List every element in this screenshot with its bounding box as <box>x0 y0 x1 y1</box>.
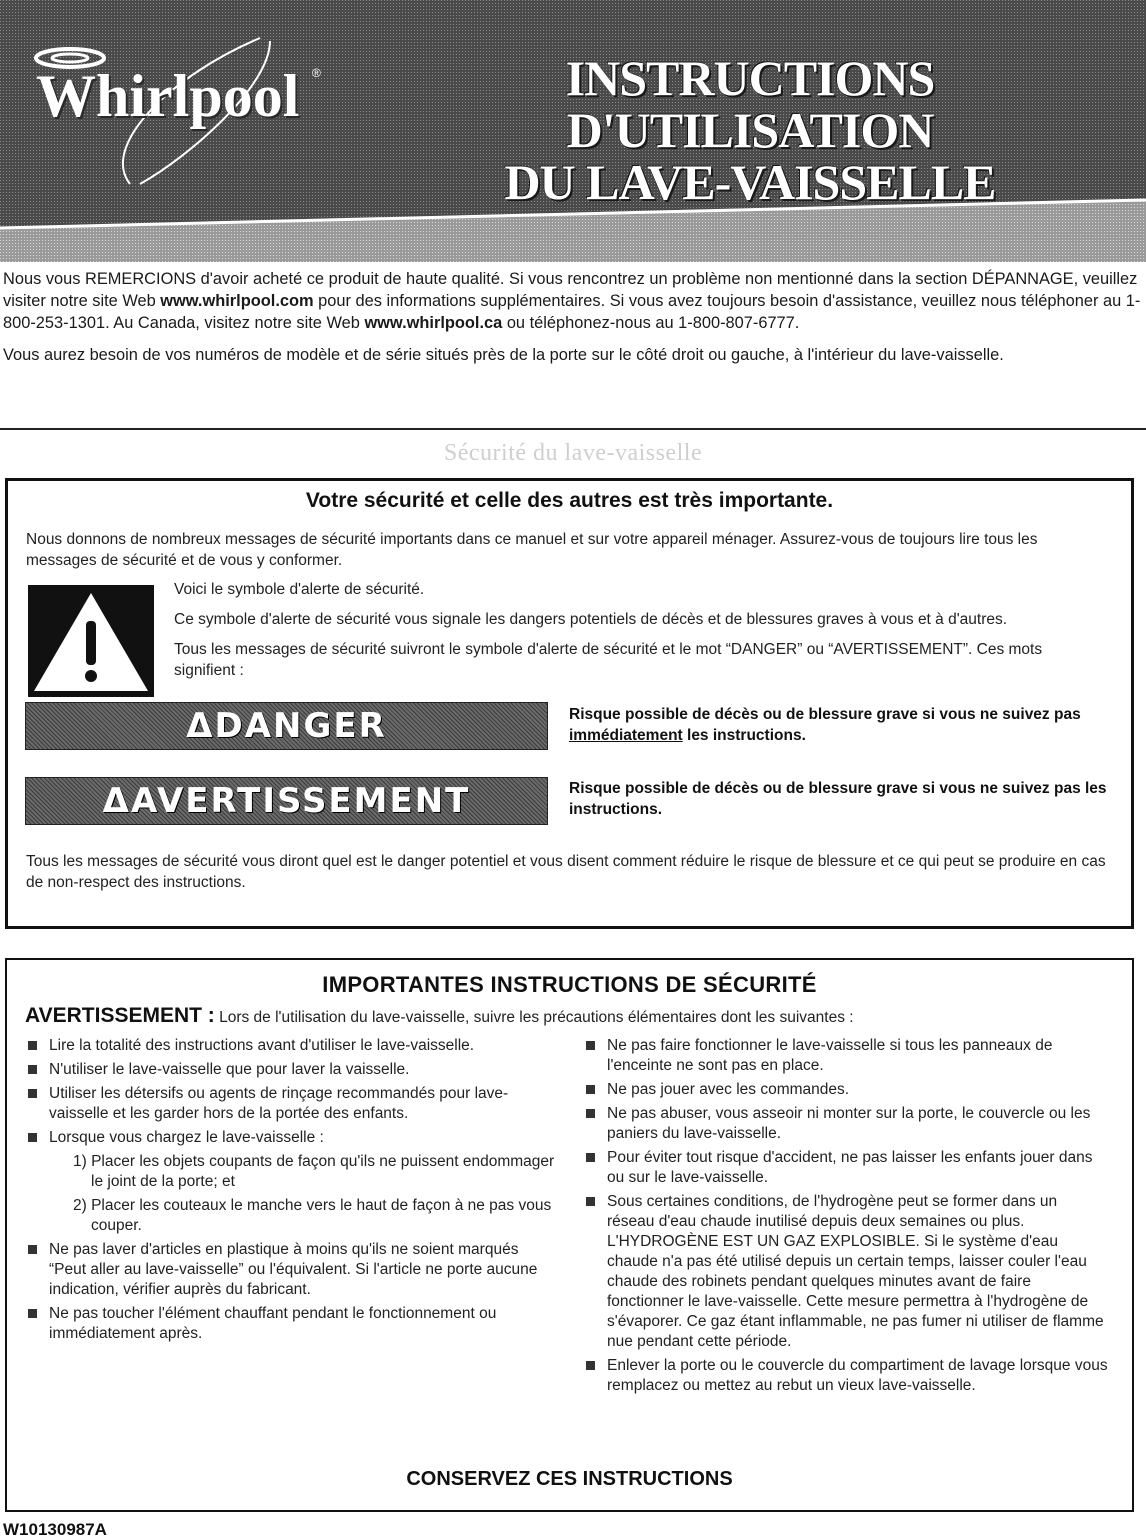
title-line-2: DU LAVE-VAISSELLE <box>504 154 996 210</box>
intro-paragraph-2: Vous aurez besoin de vos numéros de modèle et de série situés près de la porte sur le côté droit ou gauche, à l'intérieur du lave-vaisselle. <box>3 346 1004 364</box>
intro-text-1: Nous vous REMERCIONS d'avoir acheté ce produit de haute qualité. Si vous rencontrez un problème non mentionné dans la section DÉPANNAGE, veuillez visiter notre site Web <box>3 270 1138 310</box>
instructions-footer: CONSERVEZ CES INSTRUCTIONS <box>406 1468 733 1490</box>
bullet-icon <box>28 1089 37 1098</box>
list-item-text: Enlever la porte ou le couvercle du compartiment de lavage lorsque vous remplacez ou mettez au rebut un vieux lave-vaisselle. <box>607 1357 1108 1394</box>
bullet-icon <box>28 1065 37 1074</box>
list-item <box>25 1060 555 1080</box>
list-item-text: Lorsque vous chargez le lave-vaisselle : <box>49 1129 324 1146</box>
intro-paragraph-1 <box>3 268 1143 334</box>
warning-lead-text: Lors de l'utilisation du lave-vaisselle, suivre les précautions élémentaires dont les suivantes : <box>214 1009 854 1026</box>
section-heading: Sécurité du lave-vaisselle <box>443 440 703 466</box>
whirlpool-ca-link[interactable]: www.whirlpool.ca <box>364 314 503 332</box>
list-item-text: Lire la totalité des instructions avant d'utiliser le lave-vaisselle. <box>49 1037 475 1054</box>
bullet-icon <box>28 1133 37 1142</box>
list-item-text: Ne pas toucher l'élément chauffant pendant le fonctionnement ou immédiatement après. <box>49 1305 497 1342</box>
safety-footer: Tous les messages de sécurité vous diront quel est le danger potentiel et vous disent comment réduire le risque de blessure et ce qui peut se produire en cas de non-respect des instructions. <box>26 853 1106 891</box>
instructions-left-column <box>25 1036 555 1348</box>
warning-keyword: AVERTISSEMENT : <box>25 1004 215 1027</box>
list-item <box>583 1148 1108 1188</box>
list-item-text: N'utiliser le lave-vaisselle que pour laver la vaisselle. <box>49 1061 410 1078</box>
warning-description: Risque possible de décès ou de blessure grave si vous ne suivez pas les instructions. <box>569 780 1107 818</box>
divider <box>0 428 1146 430</box>
bullet-icon <box>28 1245 37 1254</box>
list-item-text: Ne pas faire fonctionner le lave-vaisselle si tous les panneaux de l'enceinte ne sont pas en place. <box>607 1037 1053 1074</box>
instructions-title: IMPORTANTES INSTRUCTIONS DE SÉCURITÉ <box>322 972 817 997</box>
safety-title: Votre sécurité et celle des autres est très importante. <box>305 489 834 512</box>
bullet-icon <box>586 1085 595 1094</box>
bullet-icon <box>586 1041 595 1050</box>
list-item-text: Ne pas laver d'articles en plastique à moins qu'ils ne soient marqués “Peut aller au lave-vaisselle” ou l'équivalent. Si l'article ne porte aucune indication, vérifier auprès du fabricant. <box>49 1241 538 1298</box>
list-item <box>25 1240 555 1300</box>
whirlpool-com-link[interactable]: www.whirlpool.com <box>160 292 314 310</box>
list-item-text: Sous certaines conditions, de l'hydrogène peut se former dans un réseau d'eau chaude inutilisé depuis deux semaines ou plus. L'HYDROGÈNE EST UN GAZ EXPLOSIBLE. Si le système d'eau chaude n'a pas été utilisé depuis un certain temps, laisser couler l'eau chaude des robinets pendant quelques minutes avant de faire fonctionner le lave-vaisselle. Cette mesure permettra à l'hydrogène de s'évaporer. Ce gaz étant inflammable, ne pas fumer ni utiliser de flamme nue pendant cette période. <box>607 1193 1104 1350</box>
bullet-icon <box>586 1361 595 1370</box>
list-item <box>25 1036 555 1056</box>
sub-item: 1) Placer les objets coupants de façon qu'ils ne puissent endommager le joint de la porte; et <box>73 1153 555 1190</box>
list-item <box>25 1128 555 1148</box>
list-item-text: Pour éviter tout risque d'accident, ne pas laisser les enfants jouer dans ou sur le lave-vaisselle. <box>607 1149 1093 1186</box>
danger-text-2: les instructions. <box>682 727 806 744</box>
list-item <box>583 1192 1108 1352</box>
list-item <box>583 1036 1108 1076</box>
bullet-icon <box>586 1153 595 1162</box>
title-line-1: INSTRUCTIONS D'UTILISATION <box>565 50 935 158</box>
list-item-text: Ne pas jouer avec les commandes. <box>607 1081 850 1098</box>
warning-label: ΔAVERTISSEMENT <box>102 781 471 821</box>
bullet-icon <box>586 1197 595 1206</box>
brand-name: Whirlpool <box>36 63 300 129</box>
bullet-icon <box>28 1041 37 1050</box>
warning-banner <box>25 777 548 825</box>
danger-banner <box>25 702 548 750</box>
intro-text-3: ou téléphonez-nous au 1-800-807-6777. <box>502 314 800 332</box>
alert-line-1: Voici le symbole d'alerte de sécurité. <box>174 581 425 598</box>
list-item <box>583 1104 1108 1144</box>
list-item <box>25 1084 555 1124</box>
danger-label: ΔDANGER <box>186 706 387 746</box>
alert-line-3: Tous les messages de sécurité suivront le symbole d'alerte de sécurité et le mot “DANGER” ou “AVERTISSEMENT”. Ces mots signifient : <box>174 641 1043 679</box>
bullet-icon <box>28 1309 37 1318</box>
list-item <box>25 1304 555 1344</box>
danger-text-emphasis: immédiatement <box>569 727 683 744</box>
danger-description <box>569 704 1117 746</box>
safety-box <box>5 478 1134 929</box>
warning-triangle-icon <box>28 585 154 697</box>
safety-alert-icon <box>28 585 154 697</box>
bullet-icon <box>586 1109 595 1118</box>
intro-text-2: pour des informations supplémentaires. Si vous avez toujours besoin d'assistance, veuillez nous téléphoner au 1-800-253-1301. Au Canada, visitez notre site Web <box>3 292 1141 332</box>
danger-text-1: Risque possible de décès ou de blessure grave si vous ne suivez pas <box>569 706 1081 723</box>
alert-description <box>174 579 1094 690</box>
safety-intro: Nous donnons de nombreux messages de sécurité importants dans ce manuel et sur votre appareil ménager. Assurez-vous de toujours lire tous les messages de sécurité et de vous y conformer. <box>26 531 1038 569</box>
registered-mark: ® <box>312 66 321 80</box>
list-item-text: Utiliser les détersifs ou agents de rinçage recommandés pour lave-vaisselle et les garder hors de la portée des enfants. <box>49 1085 509 1122</box>
instructions-warning <box>25 1004 1125 1028</box>
list-item-text: Ne pas abuser, vous asseoir ni monter sur la porte, le couvercle ou les paniers du lave-vaisselle. <box>607 1105 1091 1142</box>
important-instructions-box <box>5 958 1134 1512</box>
document-title <box>430 52 1070 208</box>
alert-line-2: Ce symbole d'alerte de sécurité vous signale les dangers potentiels de décès et de blessures graves à vous et à d'autres. <box>174 611 1008 628</box>
sub-item: 2) Placer les couteaux le manche vers le haut de façon à ne pas vous couper. <box>73 1197 552 1234</box>
list-item <box>583 1080 1108 1100</box>
instructions-right-column <box>583 1036 1108 1400</box>
document-code: W10130987A <box>3 1520 107 1539</box>
header-banner <box>0 0 1146 262</box>
list-item <box>583 1356 1108 1396</box>
intro-text <box>3 268 1143 376</box>
